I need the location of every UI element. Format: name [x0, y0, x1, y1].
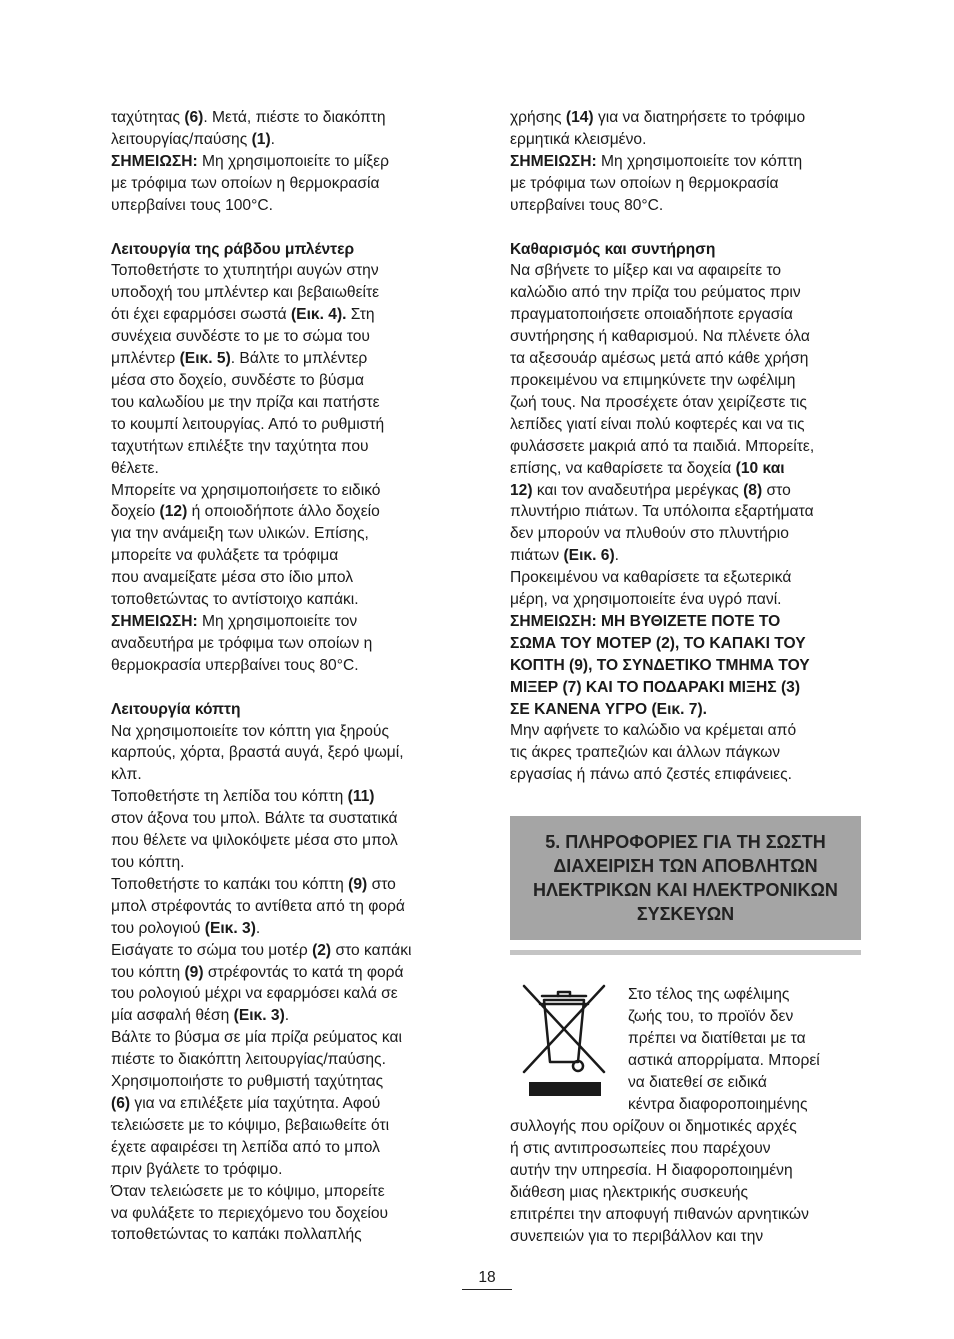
section-heading-blender: Λειτουργία της ράβδου μπλέντερ	[111, 240, 355, 258]
page-number: 18	[462, 1268, 512, 1290]
paragraph: Να σβήνετε το μίξερ και να αφαιρείτε το καλώδιο από την πρίζα του ρεύματος πριν πραγματοποιήσετε οποιαδήποτε εργασία συντήρησης ή καθαρισμού. Να πλένετε όλα τα αξεσουάρ αμέσως μετά από κάθε χρήση προκειμένου να επιμηκύνετε την ωφέλιμη ζωή τους. Να προσέχετε όταν χειρίζεστε τις λεπίδες γιατί είναι πολύ κοφτερές και να τις φυλάσσετε μακριά από τα παιδιά. Μπορείτε, επίσης, να καθαρίσετε τα δοχεία (10 και 12) και τον αναδευτήρα μερέγκας (8) στο πλυντήριο πιάτων. Τα υπόλοιπα εξαρτήματα δεν μπορούν να πλυθούν στο πλυντήριο πιάτων (Εικ. 6). Προκειμένου να καθαρίσετε τα εξωτερικά μέρη, να χρησιμοποιείτε ένα υγρό πανί. ΣΗΜΕΙΩΣΗ: ΜΗ ΒΥΘΙΖΕΤΕ ΠΟΤΕ ΤΟ ΣΩΜΑ ΤΟΥ ΜΟΤΕΡ (2), ΤΟ ΚΑΠΑΚΙ ΤΟΥ ΚΟΠΤΗ (9), ΤΟ ΣΥΝΔΕΤΙΚΟ ΤΜΗΜΑ ΤΟΥ ΜΙΞΕΡ (7) ΚΑΙ ΤΟ ΠΟΔΑΡΑΚΙ ΜΙΞΗΣ (3) ΣΕ ΚΑΝΕΝΑ ΥΓΡΟ (Εικ. 7). Μην αφήνετε το καλώδιο να κρέμεται από τις άκρες τραπεζιών και άλλων πάγκων εργασίας ή πάνω από ζεστές επιφάνειες.	[510, 262, 815, 784]
crossed-out-wheelie-bin-icon	[520, 980, 610, 1100]
banner-line: ΗΛΕΚΤΡΙΚΩΝ ΚΑΙ ΗΛΕΚΤΡΟΝΙΚΩΝ	[533, 880, 838, 900]
banner-line: 5. ΠΛΗΡΟΦΟΡΙΕΣ ΓΙΑ ΤΗ ΣΩΣΤΗ	[545, 832, 826, 852]
banner-line: ΔΙΑΧΕΙΡΙΣΗ ΤΩΝ ΑΠΟΒΛΗΤΩΝ	[553, 856, 818, 876]
paragraph: χρήσης (14) για να διατηρήσετε το τρόφιμο ερμητικά κλεισμένο. ΣΗΜΕΙΩΣΗ: Μη χρησιμοποιείτε τον κόπτη με τρόφιμα των οποίων η θερμοκρασία υπερβαίνει τους 80°C.	[510, 109, 806, 214]
divider	[510, 950, 861, 955]
banner-line: ΣΥΣΚΕΥΩΝ	[636, 904, 735, 924]
paragraph: Να χρησιμοποιείτε τον κόπτη για ξηρούς καρπούς, χόρτα, βραστά αυγά, ξερό ψωμί, κλπ. Τοποθετήστε τη λεπίδα του κόπτη (11) στον άξονα του μπολ. Βάλτε τα συστατικά που θέλετε να ψιλοκόψετε μέσα στο μπολ του κόπτη. Τοποθετήστε το καπάκι του κόπτη (9) στο μπολ στρέφοντάς το αντίθετα από τη φορά του ρολογιού (Εικ. 3). Εισάγατε το σώμα του μοτέρ (2) στο καπάκι του κόπτη (9) στρέφοντάς το κατά τη φορά του ρολογιού μέχρι να εφαρμόσει καλά σε μία ασφαλή θέση (Εικ. 3). Βάλτε το βύσμα σε μία πρίζα ρεύματος και πιέστε το διακόπτη λειτουργίας/παύσης. Χρησιμοποιήστε το ρυθμιστή ταχύτητας (6) για να επιλέξετε μία ταχύτητα. Αφού τελειώσετε με το κόψιμο, βεβαιωθείτε ότι έχετε αφαιρέσει τη λεπίδα από το μπολ πριν βγάλετε το τρόφιμο. Όταν τελειώσετε με το κόψιμο, μπορείτε να φυλάξετε το περιεχόμενο του δοχείου τοποθετώντας το καπάκι πολλαπλής	[111, 722, 412, 1244]
paragraph: Τοποθετήστε το χτυπητήρι αυγών στην υποδοχή του μπλέντερ και βεβαιωθείτε ότι έχει εφαρμόσει σωστά (Εικ. 4). Στη συνέχεια συνδέστε το με το σώμα του μπλέντερ (Εικ. 5). Βάλτε το μπλέντερ μέσα στο δοχείο, συνδέστε το βύσμα του καλωδίου με την πρίζα και πατήστε το κουμπί λειτουργίας. Από το ρυθμιστή ταχυτήτων επιλέξτε την ταχύτητα που θέλετε. Μπορείτε να χρησιμοποιήσετε το ειδικό δοχείο (12) ή οποιοδήποτε άλλο δοχείο για την ανάμειξη των υλικών. Επίσης, μπορείτε να φυλάξετε τα τρόφιμα που αναμείξατε μέσα στο ίδιο μπολ τοποθετώντας το αντίστοιχο καπάκι. ΣΗΜΕΙΩΣΗ: Μη χρησιμοποιείτε τον αναδευτήρα με τρόφιμα των οποίων η θερμοκρασία υπερβαίνει τους 80°C.	[111, 262, 385, 674]
section-banner-disposal	[510, 816, 861, 940]
section-heading-chopper: Λειτουργία κόπτη	[111, 700, 241, 718]
disposal-text: συλλογής που ορίζουν οι δημοτικές αρχές ή στις αντιπροσωπείες που παρέχουν αυτήν την υπηρεσία. Η διαφοροποιημένη διάθεση μιας ηλεκτρικής συσκευής επιτρέπει την αποφυγή πιθανών αρνητικών συνεπειών για το περιβάλλον και την	[510, 1118, 809, 1245]
left-column	[111, 107, 461, 1246]
paragraph: ταχύτητας (6). Μετά, πιέστε το διακόπτη λειτουργίας/παύσης (1). ΣΗΜΕΙΩΣΗ: Μη χρησιμοποιείτε το μίξερ με τρόφιμα των οποίων η θερμοκρασία υπερβαίνει τους 100°C.	[111, 109, 389, 214]
section-heading-cleaning: Καθαρισμός και συντήρηση	[510, 240, 716, 258]
disposal-text: Στο τέλος της ωφέλιμης ζωής του, το προϊόν δεν πρέπει να διατίθεται με τα αστικά απορρίματα. Μπορεί να διατεθεί σε ειδικά κέντρα διαφοροποιημένης	[628, 986, 820, 1113]
right-column	[510, 107, 862, 786]
